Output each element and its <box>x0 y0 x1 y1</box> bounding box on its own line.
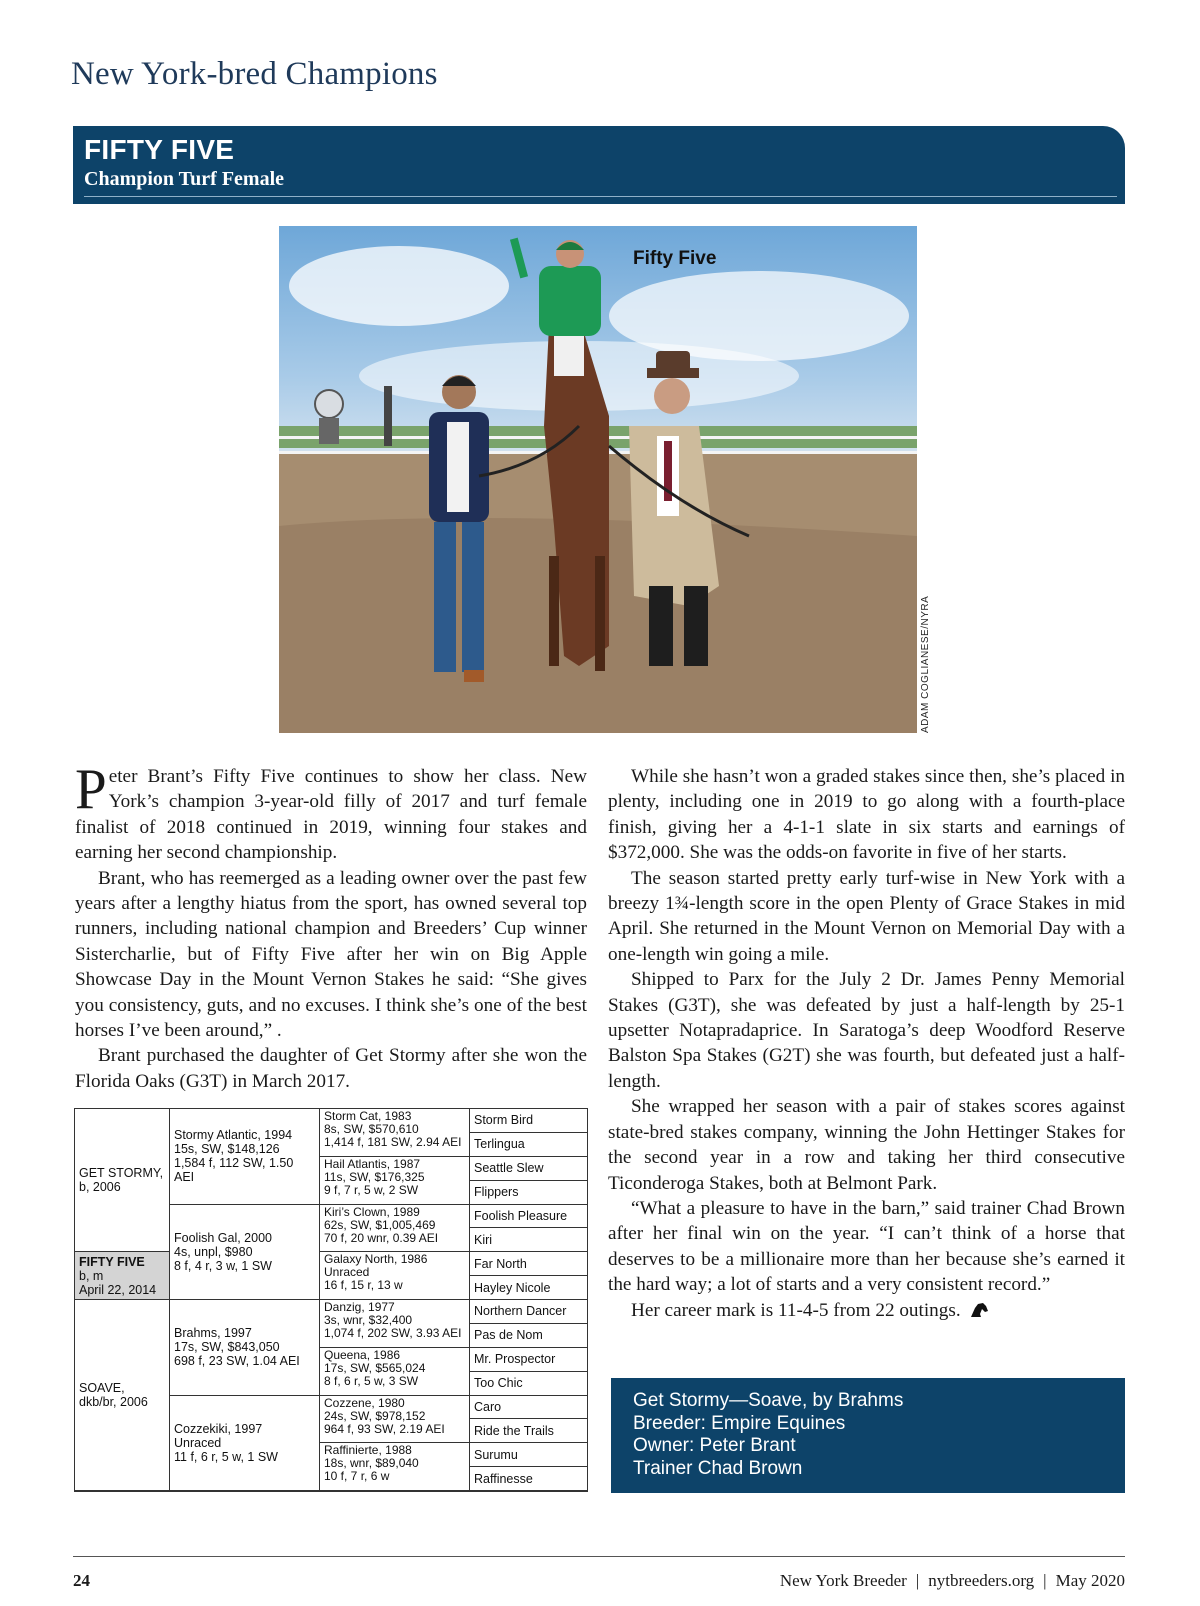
article-paragraph: While she hasn’t won a graded stakes since then, she’s placed in plenty, including one in 2019 to go along with a fourth-place finish, giving her a 4-1-1 slate in six starts and earnings of $372,000. She was the odds-on favorite in five of her starts. <box>608 766 1125 864</box>
pedigree-fourth-gen: Terlingua <box>470 1133 587 1157</box>
pedigree-fourth-gen: Caro <box>470 1396 587 1420</box>
pedigree-third-gen: Galaxy North, 1986 Unraced 16 f, 15 r, 13 w <box>320 1252 470 1300</box>
pedigree-dam: SOAVE, dkb/br, 2006 <box>75 1300 170 1491</box>
footer-separator: | <box>1043 1571 1047 1590</box>
article-paragraph: Her career mark is 11-4-5 from 22 outings. <box>608 1298 1125 1323</box>
pedigree-second-gen: Stormy Atlantic, 1994 15s, SW, $148,126 1,584 f, 112 SW, 1.50 AEI <box>170 1109 320 1205</box>
photo-illustration <box>279 226 917 733</box>
pedigree-fourth-gen: Flippers <box>470 1181 587 1205</box>
drop-cap: P <box>75 758 107 821</box>
pedigree-fourth-gen: Ride the Trails <box>470 1419 587 1443</box>
info-line: Trainer Chad Brown <box>633 1457 803 1479</box>
pedigree-sire: GET STORMY, b, 2006 <box>75 1109 170 1252</box>
article-paragraph: “What a pleasure to have in the barn,” said trainer Chad Brown after her final win on the year. “I can’t think of a horse that deserves to be a millionaire more than her because she’s earned it the hard way; a lot of starts and a very consistent record.” <box>608 1197 1125 1296</box>
pedigree-fourth-gen: Too Chic <box>470 1372 587 1396</box>
article-paragraph: Brant, who has reemerged as a leading owner over the past few years after a lengthy hiatus from the sport, has owned several top runners, including national champion and Breeders’ Cup winner Sistercharlie, but of Fifty Five after her win on Big Apple Showcase Day in the Mount Vernon Stakes he said: “She gives you consistency, guts, and no excuses. I think she’s one of the best horses I’ve been around,” . <box>75 867 587 1042</box>
footer-rule <box>73 1556 1125 1557</box>
pedigree-fourth-gen: Raffinesse <box>470 1467 587 1491</box>
info-line: Get Stormy—Soave, by Brahms <box>633 1390 904 1411</box>
pedigree-third-gen: Storm Cat, 1983 8s, SW, $570,610 1,414 f, 181 SW, 2.94 AEI <box>320 1109 470 1157</box>
pedigree-fourth-gen: Mr. Prospector <box>470 1348 587 1372</box>
website: nytbreeders.org <box>928 1571 1035 1590</box>
pedigree-third-gen: Cozzene, 1980 24s, SW, $978,152 964 f, 93 SW, 2.19 AEI <box>320 1396 470 1444</box>
horse-head-icon <box>969 1302 989 1318</box>
pedigree-fourth-gen: Pas de Nom <box>470 1324 587 1348</box>
pedigree-third-gen: Danzig, 1977 3s, wnr, $32,400 1,074 f, 202 SW, 3.93 AEI <box>320 1300 470 1348</box>
article-paragraph: She wrapped her season with a pair of stakes scores against state-bred stakes company, winning the John Hettinger Stakes for the second year in a row and taking her third consecutive Ticonderoga Stakes, both at Belmont Park. <box>608 1096 1125 1194</box>
pedigree-subject: FIFTY FIVE b, m April 22, 2014 <box>75 1252 170 1300</box>
winners-circle-photo <box>279 226 917 733</box>
pedigree-third-gen: Kiri’s Clown, 1989 62s, SW, $1,005,469 70 f, 20 wnr, 0.39 AEI <box>320 1205 470 1253</box>
pedigree-second-gen: Brahms, 1997 17s, SW, $843,050 698 f, 23 SW, 1.04 AEI <box>170 1300 320 1396</box>
article-paragraph: Brant purchased the daughter of Get Stormy after she won the Florida Oaks (G3T) in March 2017. <box>75 1045 587 1092</box>
photo-credit: ADAM COGLIANESE/NYRA <box>920 595 931 733</box>
pedigree-second-gen: Foolish Gal, 2000 4s, unpl, $980 8 f, 4 r, 3 w, 1 SW <box>170 1205 320 1301</box>
pedigree-fourth-gen: Kiri <box>470 1228 587 1252</box>
pedigree-third-gen: Queena, 1986 17s, SW, $565,024 8 f, 6 r, 5 w, 3 SW <box>320 1348 470 1396</box>
breeding-info-box <box>611 1378 1125 1493</box>
pedigree-fourth-gen: Hayley Nicole <box>470 1276 587 1300</box>
pedigree-second-gen: Cozzekiki, 1997 Unraced 11 f, 6 r, 5 w, 1 SW <box>170 1396 320 1492</box>
pedigree-fourth-gen: Foolish Pleasure <box>470 1205 587 1229</box>
page-number: 24 <box>73 1571 90 1590</box>
champion-banner <box>73 126 1125 204</box>
photo-label: Fifty Five <box>633 248 717 269</box>
pedigree-fourth-gen: Storm Bird <box>470 1109 587 1133</box>
pedigree-fourth-gen: Seattle Slew <box>470 1157 587 1181</box>
article-paragraph: Peter Brant’s Fifty Five continues to show her class. New York’s champion 3-year-old filly of 2017 and turf female finalist of 2018 continued in 2019, winning four stakes and earning her second championship. <box>75 758 587 864</box>
horse-name: FIFTY FIVE <box>84 134 235 165</box>
article-right-column <box>608 764 1125 1323</box>
article-left-column <box>75 758 587 1094</box>
section-title: New York-bred Champions <box>71 56 438 92</box>
pedigree-third-gen: Raffinierte, 1988 18s, wnr, $89,040 10 f, 7 r, 6 w <box>320 1443 470 1491</box>
article-paragraph: Shipped to Parx for the July 2 Dr. James Penny Memorial Stakes (G3T), she was defeated by just a half-length by 25-1 upsetter Notapradaprice. In Saratoga’s deep Woodford Reserve Balston Spa Stakes (G2T) she was fourth, but defeated just a half-length. <box>608 969 1125 1092</box>
award-title: Champion Turf Female <box>84 168 285 190</box>
pedigree-fourth-gen: Far North <box>470 1252 587 1276</box>
publication-name: New York Breeder <box>779 1571 907 1590</box>
issue-date: May 2020 <box>1055 1571 1125 1590</box>
footer-separator: | <box>915 1571 920 1590</box>
pedigree-fourth-gen: Northern Dancer <box>470 1300 587 1324</box>
article-paragraph: The season started pretty early turf-wise in New York with a breezy 1¾-length score in the open Plenty of Grace Stakes in mid April. She returned in the Mount Vernon on Memorial Day with a one-length win going a mile. <box>608 867 1125 965</box>
banner-rule <box>84 196 1117 197</box>
pedigree-third-gen: Hail Atlantis, 1987 11s, SW, $176,325 9 f, 7 r, 5 w, 2 SW <box>320 1157 470 1205</box>
pedigree-chart <box>74 1108 588 1492</box>
pedigree-fourth-gen: Surumu <box>470 1443 587 1467</box>
info-line: Breeder: Empire Equines <box>633 1412 846 1434</box>
footer-info <box>780 1571 1125 1591</box>
info-line: Owner: Peter Brant <box>633 1435 796 1456</box>
